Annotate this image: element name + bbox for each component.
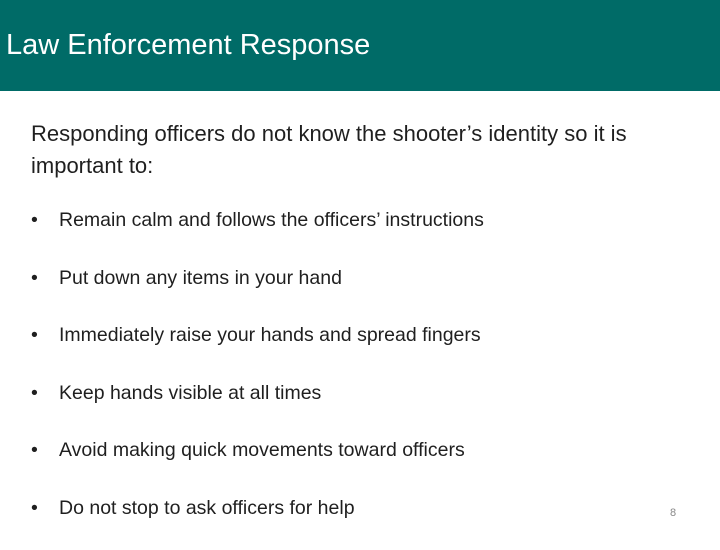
bullet-item bbox=[31, 492, 484, 550]
bullet-text: Put down any items in your hand bbox=[59, 266, 342, 289]
bullet-text: Keep hands visible at all times bbox=[59, 381, 322, 404]
bullet-dot: • bbox=[31, 496, 38, 519]
bullet-item bbox=[31, 434, 484, 492]
bullet-item bbox=[31, 319, 484, 377]
bullet-text: Do not stop to ask officers for help bbox=[59, 496, 355, 519]
bullet-dot: • bbox=[31, 266, 38, 289]
bullet-dot: • bbox=[31, 439, 38, 462]
intro-text: Responding officers do not know the shooter’s identity so it is important to: bbox=[31, 121, 627, 178]
bullet-text: Remain calm and follows the officers’ instructions bbox=[59, 209, 484, 231]
bullet-dot: • bbox=[31, 381, 38, 404]
bullet-item bbox=[31, 262, 484, 320]
bullet-item bbox=[31, 377, 484, 435]
bullet-dot: • bbox=[31, 209, 38, 231]
slide-title: Law Enforcement Response bbox=[6, 29, 371, 61]
bullet-text: Immediately raise your hands and spread fingers bbox=[59, 324, 481, 347]
bullet-list bbox=[31, 204, 484, 550]
page-number: 8 bbox=[669, 507, 677, 519]
bullet-dot: • bbox=[31, 324, 38, 347]
bullet-text: Avoid making quick movements toward officers bbox=[59, 439, 465, 462]
bullet-item bbox=[31, 204, 484, 262]
title-bar bbox=[0, 0, 720, 91]
